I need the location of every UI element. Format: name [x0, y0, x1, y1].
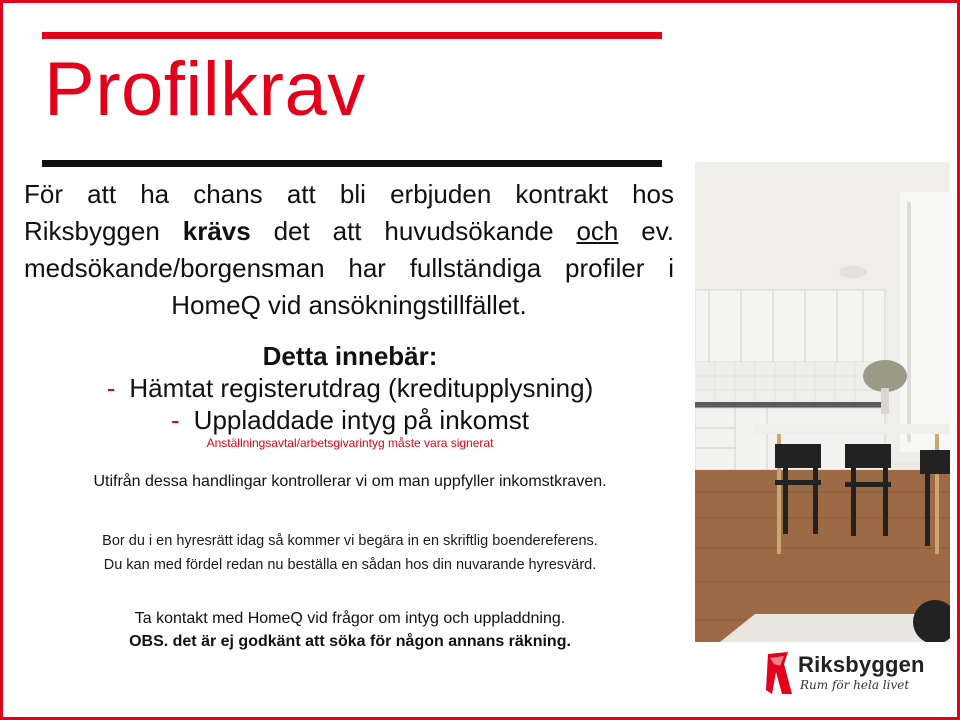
dash-bullet: - — [106, 373, 116, 403]
riksbyggen-logo-icon — [764, 650, 796, 696]
kitchen-illustration — [695, 162, 950, 642]
requirement-label: Uppladdade intyg på inkomst — [193, 405, 529, 435]
requirements-heading: Detta innebär: — [262, 341, 438, 371]
intro-paragraph — [20, 176, 680, 324]
intro-bold-word: krävs — [182, 216, 251, 246]
text-column — [20, 176, 680, 653]
kitchen-photo — [695, 162, 950, 642]
income-check-text: Utifrån dessa handlingar kontrollerar vi om man uppfyller inkomstkraven. — [93, 473, 607, 490]
signature-note: Anställningsavtal/arbetsgivarintyg måste vara signerat — [206, 436, 494, 450]
requirement-item — [20, 404, 680, 436]
requirement-item — [20, 372, 680, 404]
contact-block — [20, 607, 680, 653]
intro-text-2: det att huvudsökande — [250, 216, 577, 246]
top-accent-bar — [42, 32, 662, 39]
logo-name: Riksbyggen — [798, 652, 925, 677]
page-title: Profilkrav — [44, 47, 366, 132]
logo-tagline: Rum för hela livet — [800, 678, 910, 692]
reference-line-2: Du kan med fördel redan nu beställa en sådan hos din nuvarande hyresvärd. — [103, 557, 597, 573]
reference-block — [20, 529, 680, 577]
intro-text-1: För att ha chans att bli erbjuden kontrakt hos Riksbyggen — [24, 179, 674, 246]
requirement-label: Hämtat registerutdrag (kreditupplysning) — [129, 373, 594, 403]
intro-underlined-word: och — [576, 216, 619, 246]
contact-line: Ta kontakt med HomeQ vid frågor om intyg och uppladdning. — [134, 610, 566, 627]
obs-warning: OBS. det är ej godkänt att söka för någon annans räkning. — [129, 633, 571, 650]
reference-line-1: Bor du i en hyresrätt idag så kommer vi begära in en skriftlig boendereferens. — [102, 533, 598, 549]
dash-bullet: - — [171, 405, 180, 435]
title-divider — [42, 160, 662, 167]
riksbyggen-logo — [764, 650, 924, 700]
intro-text-3: ev. medsökande/borgensman har fullständiga profiler i HomeQ vid ansökningstillfället. — [24, 216, 675, 320]
